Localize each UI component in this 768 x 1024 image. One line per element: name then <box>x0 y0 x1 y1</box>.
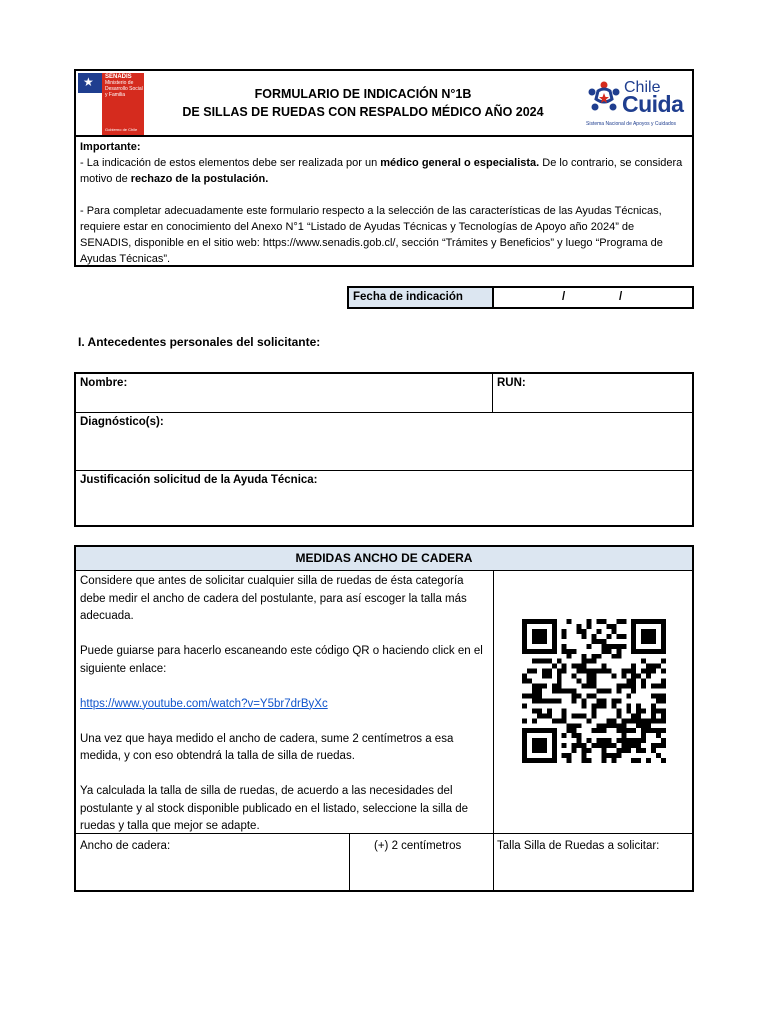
ancho-cadera-label: Ancho de cadera: <box>80 840 171 852</box>
senadis-logo-ministry: Ministerio de Desarrollo Social y Familia <box>105 80 143 98</box>
senadis-logo <box>76 71 148 135</box>
chile-cuida-logo-cuida: Cuida <box>622 91 684 117</box>
senadis-logo-gov: Gobierno de Chile <box>105 127 138 132</box>
justificacion-row[interactable] <box>76 471 692 527</box>
qr-code-icon[interactable] <box>522 618 666 764</box>
medidas-paragraph-4: Ya calculada la talla de silla de ruedas, de acuerdo a las necesidades del postulante y al stock disponible publicado en el listado, seleccione la silla de ruedas y talla que mejor se adapte. <box>80 785 469 832</box>
chile-cuida-logo-chile: Chile <box>624 79 661 96</box>
date-separator-1: / <box>562 291 566 303</box>
run-label: RUN: <box>497 377 526 389</box>
important-heading: Importante: <box>80 141 141 153</box>
youtube-link[interactable]: https://www.youtube.com/watch?v=Y5br7drByXc <box>80 697 328 710</box>
talla-silla-label: Talla Silla de Ruedas a solicitar: <box>497 840 660 852</box>
important-paragraph-2: - Para completar adecuadamente este formulario respecto a la selección de las características de las Ayudas Técnicas, requiere estar en conocimiento del Anexo N°1 “Listado de Ayudas Técnicas y Tecnologías de Apoyo año 2024” de SENADIS, disponible en el sitio web: https://www.senadis.gob.cl/, sección “Trámites y Beneficios” y luego “Programa de Ayudas Técnicas”. <box>80 205 663 265</box>
fecha-indicacion-row <box>347 286 694 309</box>
chile-cuida-logo-subtitle: Sistema Nacional de Apoyos y Cuidados <box>586 121 677 127</box>
medidas-input-row <box>76 833 692 892</box>
form-title-line2: DE SILLAS DE RUEDAS CON RESPALDO MÉDICO AÑO 2024 <box>182 105 544 119</box>
fecha-indicacion-label: Fecha de indicación <box>349 288 494 307</box>
star-icon: ★ <box>83 75 94 89</box>
medidas-paragraph-3: Una vez que haya medido el ancho de cadera, sume 2 centímetros a esa medida, y con eso obtendrá la talla de silla de ruedas. <box>80 732 454 762</box>
important-paragraph-1: - La indicación de estos elementos debe ser realizada por un médico general o especialista. De lo contrario, se considera motivo de rechazo de la postulación. <box>80 157 683 185</box>
diagnostico-label: Diagnóstico(s): <box>80 416 164 428</box>
qr-cell <box>494 571 692 833</box>
medidas-paragraph-2: Puede guiarse para hacerlo escaneando este código QR o haciendo click en el siguiente enlace: <box>80 645 483 675</box>
important-notice <box>74 137 694 267</box>
fecha-indicacion-field[interactable] <box>494 288 692 307</box>
personal-data-table <box>74 372 694 527</box>
chile-cuida-logo <box>578 71 692 135</box>
medidas-instructions <box>76 571 494 833</box>
people-circle-icon <box>586 79 622 115</box>
form-header <box>74 69 694 137</box>
nombre-label: Nombre: <box>80 377 128 389</box>
nombre-run-row <box>76 374 692 413</box>
section-1-title: I. Antecedentes personales del solicitante: <box>78 335 321 349</box>
medidas-table <box>74 545 694 892</box>
form-title-line1: FORMULARIO DE INDICACIÓN N°1B <box>254 87 472 101</box>
date-separator-2: / <box>619 291 623 303</box>
medidas-title: MEDIDAS ANCHO DE CADERA <box>76 547 692 571</box>
mas-dos-cm-label: (+) 2 centímetros <box>374 840 462 852</box>
justificacion-label: Justificación solicitud de la Ayuda Técnica: <box>80 474 318 486</box>
form-title <box>148 71 578 135</box>
diagnostico-row[interactable] <box>76 413 692 471</box>
medidas-paragraph-1: Considere que antes de solicitar cualquier silla de ruedas de ésta categoría debe medir el ancho de cadera del postulante, para así escoger la talla más adecuada. <box>80 575 467 622</box>
senadis-logo-name: SENADIS <box>105 74 132 80</box>
